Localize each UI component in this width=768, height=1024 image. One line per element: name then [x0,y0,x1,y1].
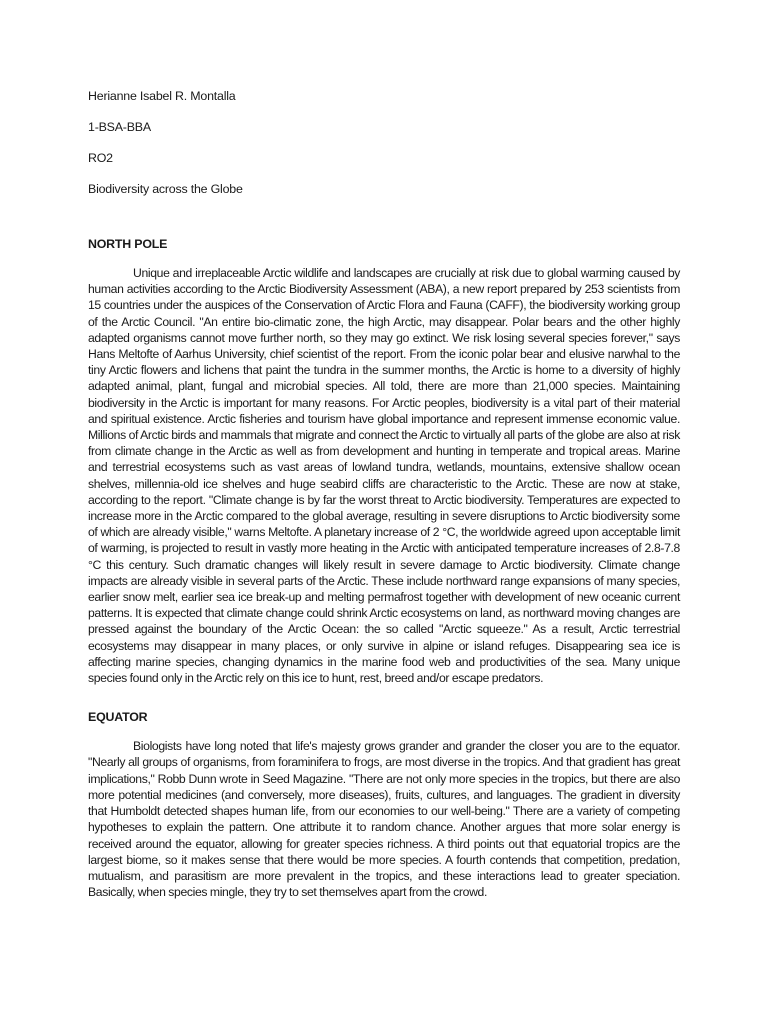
section-code: RO2 [88,151,113,165]
section-heading-north-pole: NORTH POLE [88,237,168,251]
section-body-north-pole: Unique and irreplaceable Arctic wildlife and landscapes are crucially at risk due to global warming caused by human activities according to the Arctic Biodiversity Assessment (ABA), a new report prepared by 253 scientists from 15 countries under the auspices of the Conservation of Arctic Flora and Fauna (CAFF), the biodiversity working group of the Arctic Council. "An entire bio-climatic zone, the high Arctic, may disappear. Polar bears and the other highly adapted organisms cannot move further north, so they may go extinct. We risk losing several species forever," says Hans Meltofte of Aarhus University, chief scientist of the report. From the iconic polar bear and elusive narwhal to the tiny Arctic flowers and lichens that paint the tundra in the summer months, the Arctic is home to a diversity of highly adapted animal, plant, fungal and microbial species. All told, there are more than 21,000 species. Maintaining biodiversity in the Arctic is important for many reasons. For Arctic peoples, biodiversity is a vital part of their material and spiritual existence. Arctic fisheries and tourism have global importance and represent immense economic value. Millions of Arctic birds and mammals that migrate and connect the Arctic to virtually all parts of the globe are also at risk from climate change in the Arctic as well as from development and hunting in temperate and tropical areas. Marine and terrestrial ecosystems such as vast areas of lowland tundra, wetlands, mountains, extensive shallow ocean shelves, millennia-old ice shelves and huge seabird cliffs are characteristic to the Arctic. These are now at stake, according to the report. "Climate change is by far the worst threat to Arctic biodiversity. Temperatures are expected to increase more in the Arctic compared to the global average, resulting in severe disruptions to Arctic biodiversity some of which are already visible," warns Meltofte. A planetary increase of 2 °C, the worldwide agreed upon acceptable limit of warming, is projected to result in vastly more heating in the Arctic with anticipated temperature increases of 2.8-7.8 °C this century. Such dramatic changes will likely result in severe damage to Arctic biodiversity. Climate change impacts are already visible in several parts of the Arctic. These include northward range expansions of many species, earlier snow melt, earlier sea ice break-up and melting permafrost together with development of new oceanic current patterns. It is expected that climate change could shrink Arctic ecosystems on land, as northward moving changes are pressed against the boundary of the Arctic Ocean: the so called "Arctic squeeze." As a result, Arctic terrestrial ecosystems may disappear in many places, or only survive in alpine or island refuges. Disappearing sea ice is affecting marine species, changing dynamics in the marine food web and productivities of the sea. Many unique species found only in the Arctic rely on this ice to hunt, rest, breed and/or escape predators. [88,266,680,686]
spacer [88,212,680,236]
course-code: 1-BSA-BBA [88,120,151,134]
section-body-equator: Biologists have long noted that life's majesty grows grander and grander the closer you are to the equator. "Nearly all groups of organisms, from foraminifera to frogs, are most diverse in the tropics. And that gradient has great implications," Robb Dunn wrote in Seed Magazine. "There are not only more species in the tropics, but there are also more potential medicines (and conversely, more diseases), fruits, cultures, and languages. The gradient in diversity that Humboldt detected shapes human life, from our economies to our well-being." There are a variety of competing hypotheses to explain the pattern. One attribute it to random chance. Another argues that more solar energy is received around the equator, allowing for greater species richness. A third points out that equatorial tropics are the largest biome, so it makes sense that there would be more species. A fourth contends that competition, predation, mutualism, and parasitism are more prevalent in the tropics, and these interactions lead to greater speciation. Basically, when species mingle, they try to set themselves apart from the crowd. [88,739,680,900]
section-heading-equator: EQUATOR [88,710,148,725]
document-title: Biodiversity across the Globe [88,182,243,196]
spacer [88,699,680,709]
author-name: Herianne Isabel R. Montalla [88,89,236,103]
document-content [88,88,680,913]
